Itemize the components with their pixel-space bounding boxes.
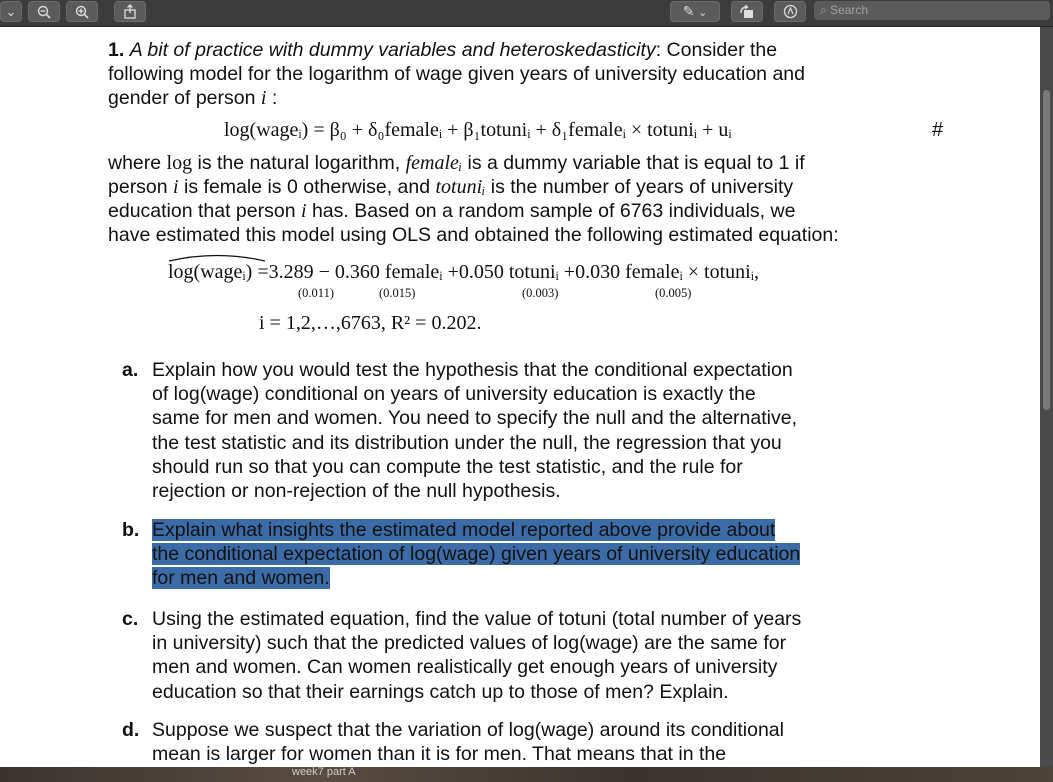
zoom-out-button[interactable]: [28, 1, 60, 22]
search-input[interactable]: [814, 1, 1050, 20]
std-error-intercept: (0.011): [298, 286, 334, 300]
part-a-line: Explain how you would test the hypothesis that the conditional expectation: [152, 359, 793, 381]
markup-circle-icon: [783, 4, 798, 19]
question-intro-line-2: following model for the logarithm of wage given years of university education and: [108, 63, 805, 85]
std-error-interaction: (0.005): [655, 286, 692, 300]
share-icon: [123, 4, 137, 19]
share-button[interactable]: [114, 1, 146, 22]
description-line-3: education that person i has. Based on a random sample of 6763 individuals, we: [108, 200, 796, 222]
highlighted-text[interactable]: for men and women.: [152, 567, 330, 590]
part-a: [122, 358, 892, 503]
rotate-icon: [739, 5, 755, 19]
part-a-line: the test statistic and its distribution under the null, the regression that you: [152, 431, 782, 454]
zoom-in-icon: [75, 5, 89, 19]
pen-icon: ✎: [682, 3, 695, 19]
model-equation: log(wageᵢ) = β₀ + δ₀femaleᵢ + β₁totuniᵢ + δ₁femaleᵢ × totuniᵢ + uᵢ: [224, 119, 732, 141]
highlighted-text[interactable]: the conditional expectation of log(wage) given years of university education: [152, 543, 801, 566]
window-label: week7 part A: [292, 766, 356, 778]
equation-tag: #: [932, 119, 944, 141]
part-a-line: same for men and women. You need to specify the null and the alternative,: [152, 407, 797, 430]
estimated-equation: log(wageᵢ) =3.289 − 0.360 femaleᵢ +0.050 totuniᵢ +0.030 femaleᵢ × totuniᵢ,: [168, 261, 759, 283]
part-b: [122, 518, 892, 591]
sample-info: i = 1,2,…,6763, R² = 0.202.: [259, 312, 482, 334]
part-d-label: d.: [122, 719, 140, 741]
annotate-button[interactable]: [774, 1, 806, 22]
part-d-line: mean is larger for women than it is for men. That means that in the: [152, 743, 727, 766]
bottom-bar: [0, 767, 1053, 782]
highlighted-text[interactable]: Explain what insights the estimated model reported above provide about: [152, 519, 776, 541]
rotate-button[interactable]: [731, 1, 763, 22]
description-line-2: person i is female is 0 otherwise, and totuniᵢ is the number of years of university: [108, 176, 794, 198]
markup-pen-button[interactable]: [670, 1, 720, 22]
sidebar-toggle-button[interactable]: [0, 1, 22, 22]
part-c: [122, 607, 892, 704]
description-line-1: where log is the natural logarithm, femaleᵢ is a dummy variable that is equal to 1 if: [108, 152, 805, 174]
part-c-line: Using the estimated equation, find the value of totuni (total number of years: [152, 608, 802, 630]
question-intro-line-1: 1. A bit of practice with dummy variables and heteroskedasticity: Consider the: [108, 39, 778, 61]
search-placeholder: Search: [830, 3, 869, 17]
question-number: 1: [108, 39, 119, 61]
chevron-down-icon: ⌄: [698, 7, 708, 19]
zoom-out-icon: [37, 5, 51, 19]
part-a-line: of log(wage) conditional on years of university education is exactly the: [152, 383, 756, 406]
std-error-totuni: (0.003): [522, 286, 559, 300]
description-line-4: have estimated this model using OLS and obtained the following estimated equation:: [108, 224, 839, 246]
zoom-in-button[interactable]: [66, 1, 98, 22]
part-d: [122, 718, 892, 766]
question-intro-line-3: gender of person i :: [108, 87, 278, 109]
part-b-label: b.: [122, 519, 140, 541]
part-c-label: c.: [122, 608, 139, 630]
part-d-line: Suppose we suspect that the variation of log(wage) around its conditional: [152, 719, 784, 741]
search-icon: ⌕: [820, 3, 827, 17]
document-page: [0, 27, 1040, 767]
part-a-line: should run so that you can compute the test statistic, and the rule for: [152, 455, 743, 478]
std-error-female: (0.015): [379, 286, 416, 300]
question-title: A bit of practice with dummy variables and heteroskedasticity: [129, 39, 656, 61]
scrollbar-thumb[interactable]: [1043, 90, 1050, 410]
part-c-line: education so that their earnings catch up to those of men? Explain.: [152, 680, 729, 703]
part-c-line: in university) such that the predicted values of log(wage) are the same for: [152, 632, 787, 655]
part-a-line: rejection or non-rejection of the null hypothesis.: [152, 480, 561, 503]
part-c-line: men and women. Can women realistically get enough years of university: [152, 656, 778, 679]
chevron-down-icon: ⌄: [5, 4, 17, 19]
part-a-label: a.: [122, 359, 139, 381]
toolbar: [0, 0, 1053, 27]
